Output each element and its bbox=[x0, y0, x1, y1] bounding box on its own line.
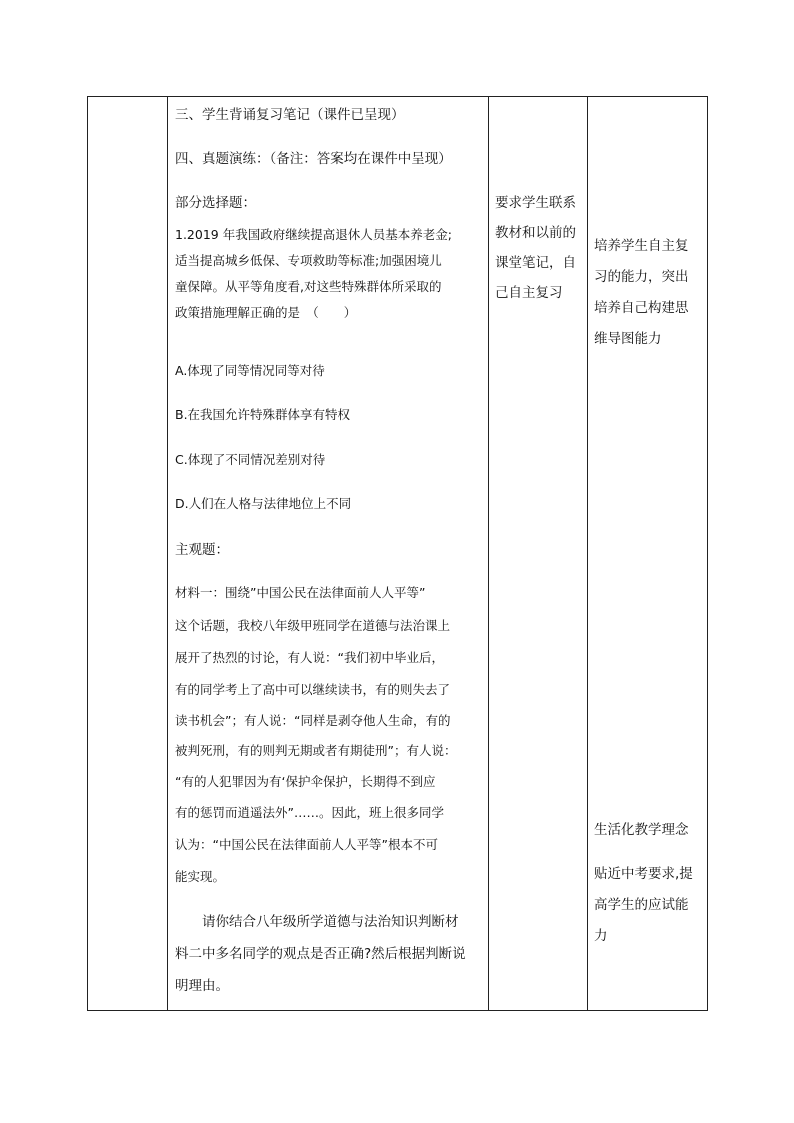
empty-cell bbox=[88, 97, 168, 1011]
design-intent-line: 习的能力，突出 bbox=[594, 269, 689, 285]
section-choice-label: 部分选择题： bbox=[175, 195, 256, 211]
exam-requirement-line: 贴近中考要求,提 bbox=[594, 866, 693, 882]
option-a: A.体现了同等情况同等对待 bbox=[175, 363, 325, 378]
student-activity-line: 己自主复习 bbox=[495, 285, 563, 301]
exam-requirement-line: 力 bbox=[594, 928, 608, 944]
material-line: 这个话题，我校八年级甲班同学在道德与法治课上 bbox=[175, 618, 451, 633]
option-c: C.体现了不同情况差别对待 bbox=[175, 452, 326, 467]
question-line: 适当提高城乡低保、专项救助等标准;加强困境儿 bbox=[175, 253, 442, 268]
material-line: 读书机会”；有人说：“同样是剥夺他人生命，有的 bbox=[175, 713, 451, 728]
question-line: 童保障。从平等角度看,对这些特殊群体所采取的 bbox=[175, 279, 442, 294]
material-line: 能实现。 bbox=[175, 869, 226, 884]
option-b: B.在我国允许特殊群体享有特权 bbox=[175, 407, 351, 422]
material-line: “有的人犯罪因为有‘保护伞保护，长期得不到应 bbox=[175, 774, 436, 789]
question-line: 政策措施理解正确的是 （ ） bbox=[175, 305, 357, 320]
material-line: 展开了热烈的讨论，有人说：“我们初中毕业后， bbox=[175, 650, 444, 665]
heading-review-notes: 三、学生背诵复习笔记（课件已呈现） bbox=[175, 107, 405, 123]
option-d: D.人们在人格与法律地位上不同 bbox=[175, 496, 352, 511]
teaching-concept-line: 生活化教学理念 bbox=[594, 822, 689, 838]
design-intent-line: 维导图能力 bbox=[594, 331, 662, 347]
question-line: 明理由。 bbox=[175, 978, 229, 994]
section-subjective-label: 主观题： bbox=[175, 542, 229, 558]
question-line: 请你结合八年级所学道德与法治知识判断材 bbox=[175, 914, 459, 930]
student-activity-cell bbox=[489, 97, 588, 1011]
question-line: 料二中多名同学的观点是否正确?然后根据判断说 bbox=[175, 946, 466, 962]
material-line: 有的惩罚而逍遥法外”……。因此，班上很多同学 bbox=[175, 805, 444, 820]
lesson-plan-table bbox=[87, 96, 708, 1011]
question-line: 1.2019 年我国政府继续提高退休人员基本养老金; bbox=[175, 227, 452, 242]
design-intent-line: 培养自己构建思 bbox=[594, 300, 689, 316]
material-line: 有的同学考上了高中可以继续读书，有的则失去了 bbox=[175, 682, 451, 697]
design-intent-line: 培养学生自主复 bbox=[594, 238, 689, 254]
table-row bbox=[88, 97, 708, 1011]
teaching-content-cell bbox=[168, 97, 489, 1011]
design-intent-cell bbox=[588, 97, 708, 1011]
heading-practice: 四、真题演练：（备注：答案均在课件中呈现） bbox=[175, 151, 452, 167]
student-activity-line: 课堂笔记，自 bbox=[495, 255, 576, 271]
student-activity-line: 要求学生联系 bbox=[495, 195, 576, 211]
material-line: 材料一：围绕”中国公民在法律面前人人平等” bbox=[175, 585, 426, 600]
student-activity-line: 教材和以前的 bbox=[495, 225, 576, 241]
material-line: 被判死刑，有的则判无期或者有期徒刑”；有人说： bbox=[175, 743, 457, 758]
exam-requirement-line: 高学生的应试能 bbox=[594, 897, 689, 913]
material-line: 认为：“中国公民在法律面前人人平等”根本不可 bbox=[175, 837, 438, 852]
